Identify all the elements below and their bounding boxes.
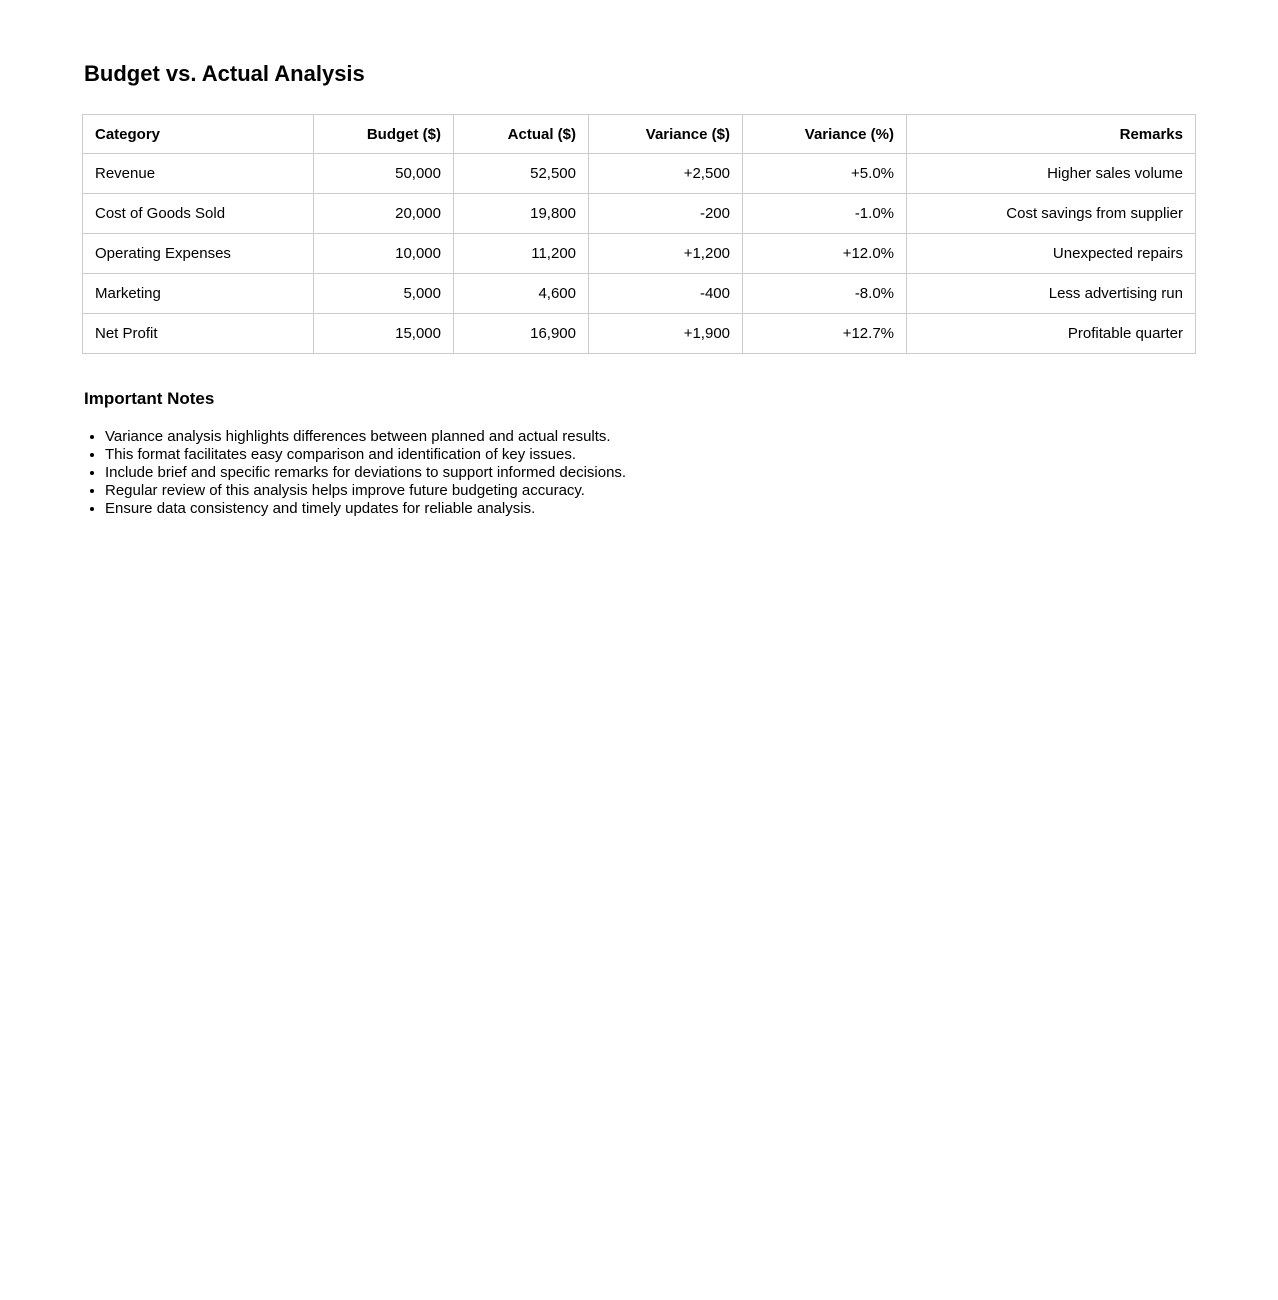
cell-variance_percent: -8.0% xyxy=(743,274,907,314)
column-header-variance: Variance (%) xyxy=(743,115,907,154)
cell-budget: 20,000 xyxy=(314,194,454,234)
cell-budget: 50,000 xyxy=(314,154,454,194)
cell-remarks: Higher sales volume xyxy=(907,154,1196,194)
cell-variance_amount: +1,900 xyxy=(589,314,743,354)
cell-actual: 4,600 xyxy=(454,274,589,314)
cell-category: Revenue xyxy=(83,154,314,194)
cell-actual: 11,200 xyxy=(454,234,589,274)
table-row xyxy=(83,194,1196,234)
cell-category: Marketing xyxy=(83,274,314,314)
cell-remarks: Cost savings from supplier xyxy=(907,194,1196,234)
column-header-remarks: Remarks xyxy=(907,115,1196,154)
column-header-budget: Budget ($) xyxy=(314,115,454,154)
note-item: • Include brief and specific remarks for deviations to support informed decisions. xyxy=(105,464,1278,482)
note-item: • Regular review of this analysis helps improve future budgeting accuracy. xyxy=(105,482,1278,500)
notes-list xyxy=(84,428,1278,518)
cell-actual: 16,900 xyxy=(454,314,589,354)
cell-category: Operating Expenses xyxy=(83,234,314,274)
table-row xyxy=(83,154,1196,194)
cell-variance_amount: -400 xyxy=(589,274,743,314)
cell-actual: 19,800 xyxy=(454,194,589,234)
column-header-variance: Variance ($) xyxy=(589,115,743,154)
cell-budget: 15,000 xyxy=(314,314,454,354)
table-row xyxy=(83,274,1196,314)
cell-variance_amount: +1,200 xyxy=(589,234,743,274)
notes-heading: Important Notes xyxy=(84,389,215,408)
cell-remarks: Less advertising run xyxy=(907,274,1196,314)
cell-category: Net Profit xyxy=(83,314,314,354)
cell-budget: 5,000 xyxy=(314,274,454,314)
cell-variance_percent: +12.7% xyxy=(743,314,907,354)
cell-remarks: Unexpected repairs xyxy=(907,234,1196,274)
cell-actual: 52,500 xyxy=(454,154,589,194)
table-header-row xyxy=(83,115,1196,154)
cell-category: Cost of Goods Sold xyxy=(83,194,314,234)
cell-variance_amount: -200 xyxy=(589,194,743,234)
cell-variance_percent: +5.0% xyxy=(743,154,907,194)
cell-variance_percent: +12.0% xyxy=(743,234,907,274)
table-row xyxy=(83,234,1196,274)
cell-remarks: Profitable quarter xyxy=(907,314,1196,354)
cell-budget: 10,000 xyxy=(314,234,454,274)
column-header-actual: Actual ($) xyxy=(454,115,589,154)
cell-variance_percent: -1.0% xyxy=(743,194,907,234)
note-item: • Variance analysis highlights differences between planned and actual results. xyxy=(105,428,1278,446)
budget-vs-actual-table xyxy=(82,114,1196,354)
page-title: Budget vs. Actual Analysis xyxy=(84,61,365,86)
table-row xyxy=(83,314,1196,354)
cell-variance_amount: +2,500 xyxy=(589,154,743,194)
table-body xyxy=(83,154,1196,354)
note-item: • Ensure data consistency and timely updates for reliable analysis. xyxy=(105,500,1278,518)
note-item: • This format facilitates easy comparison and identification of key issues. xyxy=(105,446,1278,464)
column-header-category: Category xyxy=(83,115,314,154)
